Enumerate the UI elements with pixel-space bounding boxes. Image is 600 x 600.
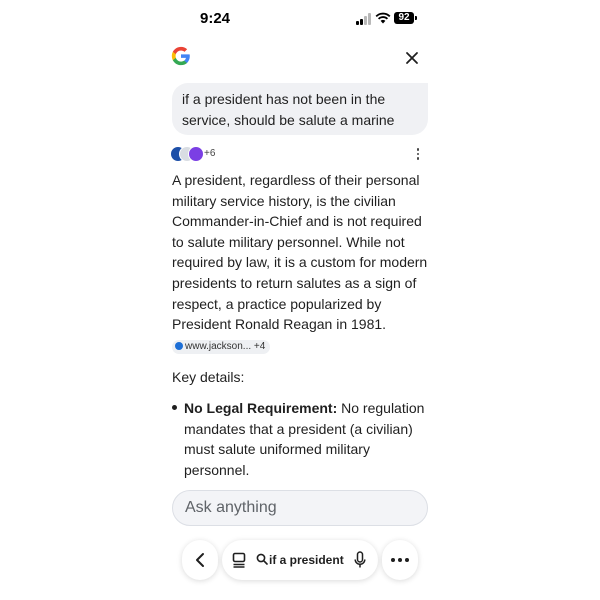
bottom-toolbar bbox=[0, 540, 600, 584]
back-button[interactable] bbox=[182, 540, 218, 580]
search-pill[interactable] bbox=[222, 540, 378, 580]
more-options-icon[interactable] bbox=[416, 148, 420, 160]
key-details-heading: Key details: bbox=[172, 369, 245, 385]
citation-favicon-icon bbox=[175, 342, 183, 350]
close-icon[interactable] bbox=[404, 50, 420, 66]
microphone-icon[interactable] bbox=[354, 551, 366, 569]
ask-input[interactable]: Ask anything bbox=[172, 490, 428, 526]
citation-chip[interactable] bbox=[172, 340, 270, 354]
search-query-preview[interactable]: if a president bbox=[269, 553, 344, 567]
battery-icon: 92 bbox=[394, 12, 414, 24]
source-favicon-icon bbox=[188, 146, 204, 162]
bullet-icon bbox=[172, 405, 177, 410]
status-bar bbox=[0, 0, 600, 38]
citation-more-count: +4 bbox=[253, 340, 266, 352]
chevron-left-icon bbox=[194, 552, 206, 568]
citation-label: www.jackson... bbox=[185, 340, 252, 352]
status-time: 9:24 bbox=[200, 10, 231, 27]
sources-row[interactable] bbox=[170, 146, 430, 162]
sources-more-count: +6 bbox=[204, 148, 216, 159]
search-icon bbox=[256, 553, 268, 565]
more-menu-button[interactable] bbox=[382, 540, 418, 580]
list-item bbox=[172, 398, 430, 480]
more-horizontal-icon bbox=[391, 558, 409, 562]
cellular-signal-icon bbox=[356, 13, 372, 25]
answer-paragraph bbox=[172, 170, 430, 355]
wifi-icon bbox=[375, 12, 391, 24]
bullet-title: No Legal Requirement: bbox=[184, 400, 338, 416]
answer-text: A president, regardless of their personal military service history, is the civilian Commander-in-Chief and is not required to salute military personnel. While not required by law, it is a custom for modern presidents to return salutes as a sign of respect, a practice popularized by President Ronald Reagan in 1981. bbox=[172, 172, 428, 333]
tabs-icon[interactable] bbox=[232, 552, 246, 568]
google-logo-icon bbox=[170, 45, 192, 67]
user-query-bubble: if a president has not been in the service, should be salute a marine bbox=[172, 83, 428, 135]
bullet-body: No regulation mandates that a president (a civilian) must salute uniformed military personnel. bbox=[184, 400, 425, 478]
